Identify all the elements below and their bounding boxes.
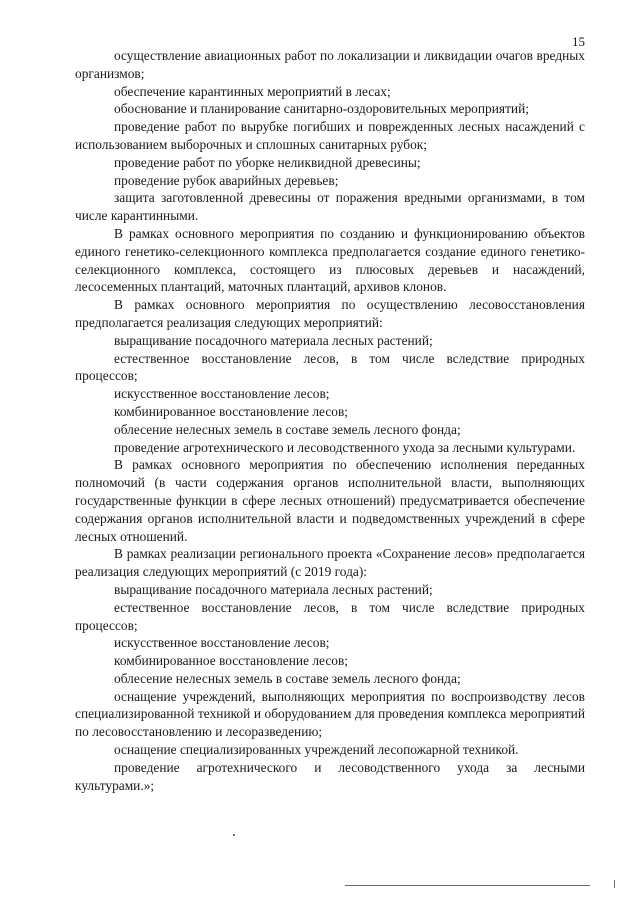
paragraph: естественное восстановление лесов, в том числе вследствие природных процессов;: [75, 350, 585, 384]
paragraph: В рамках основного мероприятия по осуществлению лесовосстановления предполагается реализация следующих мероприятий:: [75, 297, 585, 330]
paragraph: проведение агротехнического и лесоводственного ухода за лесными культурами.: [114, 439, 576, 455]
scan-dot-artifact: [233, 834, 235, 836]
paragraph: В рамках основного мероприятия по обеспечению исполнения переданных полномочий (в части содержания органов исполнительной власти, выполняющих государственные функции в сфере лесных отношений) предусматривается обеспечение содержания органов исполнительной власти и подведомственных учреждений в сфере лесных отношений.: [75, 457, 585, 544]
paragraph: облесение нелесных земель в составе земель лесного фонда;: [114, 670, 461, 686]
paragraph: обеспечение карантинных мероприятий в лесах;: [114, 83, 391, 99]
paragraph: естественное восстановление лесов, в том числе вследствие природных процессов;: [75, 599, 585, 633]
paragraph: оснащение специализированных учреждений лесопожарной техникой.: [114, 742, 519, 758]
paragraph: комбинированное восстановление лесов;: [114, 653, 349, 669]
paragraph: искусственное восстановление лесов;: [114, 386, 330, 402]
paragraph: осуществление авиационных работ по локализации и ликвидации очагов вредных организмов;: [75, 48, 585, 81]
document-body: [75, 47, 585, 794]
paragraph: облесение нелесных земель в составе земель лесного фонда;: [114, 421, 461, 437]
paragraph: обоснование и планирование санитарно-оздоровительных мероприятий;: [114, 101, 529, 117]
paragraph: В рамках основного мероприятия по созданию и функционированию объектов единого генетико-селекционного комплекса предполагается создание единого генетико-селекционного комплекса, состоящего из плюсовых деревьев и насаждений, лесосеменных плантаций, маточных плантаций, архивов клонов.: [75, 225, 585, 295]
paragraph: защита заготовленной древесины от поражения вредными организмами, в том числе карантинными.: [75, 190, 585, 224]
page-number: 15: [572, 34, 585, 49]
paragraph: проведение рубок аварийных деревьев;: [114, 172, 339, 188]
paragraph: проведение работ по вырубке погибших и поврежденных лесных насаждений с использованием выборочных и сплошных санитарных рубок;: [75, 119, 585, 152]
scan-line-artifact: [345, 885, 590, 886]
paragraph: выращивание посадочного материала лесных растений;: [114, 581, 433, 597]
paragraph: проведение агротехнического и лесоводственного ухода за лесными культурами.»;: [75, 759, 585, 793]
paragraph: выращивание посадочного материала лесных растений;: [114, 332, 433, 348]
paragraph: В рамках реализации регионального проекта «Сохранение лесов» предполагается реализация следующих мероприятий (с 2019 года):: [75, 546, 585, 580]
paragraph: оснащение учреждений, выполняющих мероприятия по воспроизводству лесов специализированной техникой и оборудованием для проведения комплекса мероприятий по лесовосстановлению и лесоразведению;: [75, 688, 585, 740]
paragraph: искусственное восстановление лесов;: [114, 635, 330, 651]
paragraph: комбинированное восстановление лесов;: [114, 403, 349, 419]
paragraph: проведение работ по уборке неликвидной древесины;: [114, 154, 421, 170]
scan-tick-artifact: [614, 880, 615, 888]
